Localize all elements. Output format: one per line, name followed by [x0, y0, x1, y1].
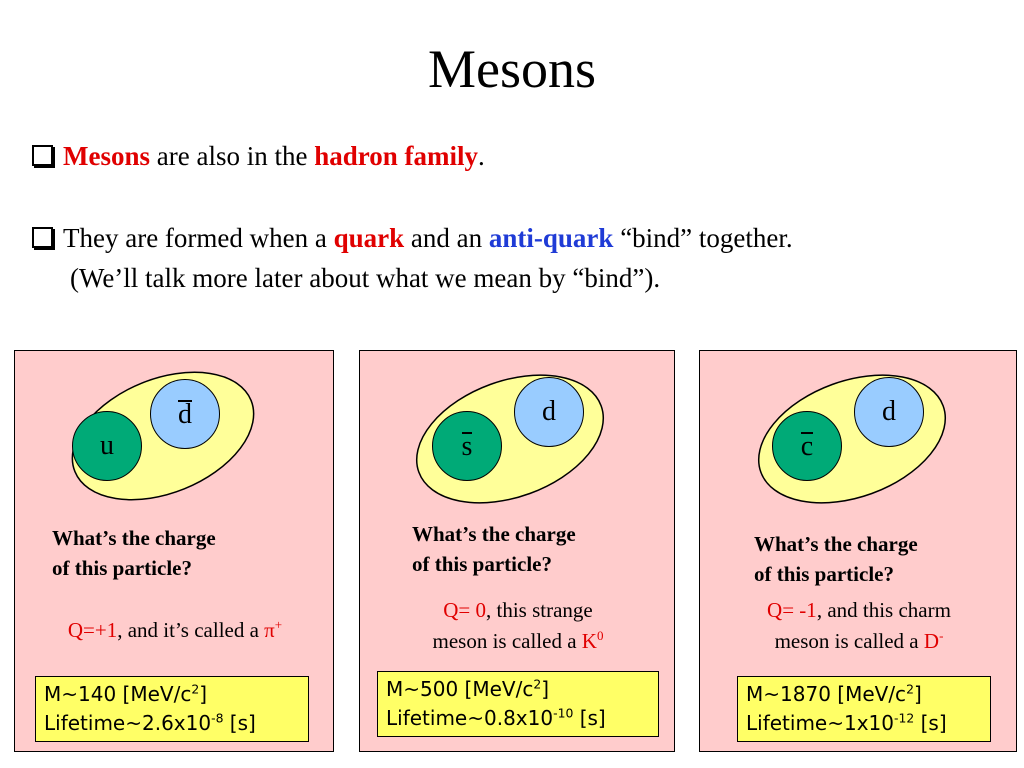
- charge-question: [754, 529, 918, 589]
- lifetime-sup: -12: [894, 710, 915, 726]
- particle-letter: K: [581, 629, 597, 653]
- question-line: of this particle?: [754, 562, 894, 586]
- charge-value: Q=+1: [67, 618, 118, 642]
- answer-text: , and this charm: [816, 598, 951, 622]
- charge-question: [52, 523, 216, 583]
- lifetime-line: [746, 709, 982, 738]
- bullet-hadron-family: [32, 137, 485, 175]
- bullet1-end: .: [477, 141, 485, 171]
- question-line: What’s the charge: [412, 522, 576, 546]
- particle-charge: -: [939, 628, 944, 643]
- bullet2-mid: and an: [404, 223, 489, 253]
- bullet2-pre: They are formed when a: [63, 223, 334, 253]
- anti-down-quark: [150, 379, 220, 449]
- mass-line: [746, 680, 982, 709]
- particle-charge: 0: [596, 628, 604, 643]
- antiquark-term: anti-quark: [488, 223, 614, 253]
- down-quark: [514, 377, 584, 447]
- meson-panel-d-meson: [699, 350, 1017, 752]
- answer-text: , and it’s called a: [117, 618, 265, 642]
- mass-lifetime-box: [737, 676, 991, 742]
- lifetime-line: [386, 704, 650, 733]
- mass-text: M~1870 [MeV/c: [746, 682, 907, 706]
- quark-label: u: [100, 430, 114, 461]
- lifetime-line: [44, 709, 300, 738]
- mass-text: M~140 [MeV/c: [44, 682, 192, 706]
- lifetime-sup: -8: [211, 710, 224, 726]
- meson-panel-pion: [14, 350, 334, 752]
- mass-line: [386, 675, 650, 704]
- answer-text: , this strange: [486, 598, 593, 622]
- quark-label: d: [542, 396, 556, 427]
- mass-line: [44, 680, 300, 709]
- question-line: What’s the charge: [52, 526, 216, 550]
- up-quark: [72, 411, 142, 481]
- charge-value: Q= 0: [443, 598, 487, 622]
- question-line: of this particle?: [412, 552, 552, 576]
- quark-label: s: [461, 431, 473, 462]
- lifetime-end: [s]: [914, 711, 947, 735]
- charge-question: [412, 519, 576, 579]
- slide-title: Mesons: [427, 39, 596, 99]
- checkbox-bullet-icon: [32, 227, 53, 248]
- meson-ellipse: [700, 351, 1018, 551]
- particle-charge: +: [274, 617, 283, 632]
- anti-strange-quark: [432, 411, 502, 481]
- lifetime-text: Lifetime~1x10: [746, 711, 894, 735]
- lifetime-end: [s]: [223, 711, 256, 735]
- meson-panel-kaon: [359, 350, 675, 752]
- charge-answer: [15, 615, 335, 646]
- mass-end: ]: [199, 682, 208, 706]
- lifetime-sup: -10: [553, 705, 574, 721]
- question-line: of this particle?: [52, 556, 192, 580]
- mass-lifetime-box: [35, 676, 309, 742]
- quark-term: quark: [333, 223, 405, 253]
- mass-sup: 2: [533, 676, 542, 692]
- bullet2-post: “bind” together.: [613, 223, 793, 253]
- bullet1-mid: are also in the: [150, 141, 315, 171]
- quark-label: d: [882, 396, 896, 427]
- answer-text: meson is called a: [774, 629, 924, 653]
- bullet2-line2: (We’ll talk more later about what we mean by “bind”).: [70, 263, 661, 293]
- mass-end: ]: [913, 682, 922, 706]
- down-quark: [854, 377, 924, 447]
- particle-symbol: [264, 618, 282, 642]
- quark-label: d: [178, 399, 192, 430]
- mass-lifetime-box: [377, 671, 659, 737]
- charge-answer: [700, 595, 1018, 657]
- mass-text: M~500 [MeV/c: [386, 677, 534, 701]
- charge-value: Q= -1: [767, 598, 817, 622]
- particle-letter: π: [264, 618, 275, 642]
- particle-letter: D: [923, 629, 940, 653]
- lifetime-text: Lifetime~0.8x10: [386, 706, 554, 730]
- charge-answer: [360, 595, 676, 657]
- mass-sup: 2: [906, 681, 914, 697]
- bullet-quark-antiquark: [32, 219, 793, 257]
- lifetime-text: Lifetime~2.6x10: [44, 711, 212, 735]
- answer-text: meson is called a: [432, 629, 582, 653]
- particle-symbol: [924, 629, 944, 653]
- checkbox-bullet-icon: [32, 145, 53, 166]
- mesons-term: Mesons: [63, 141, 150, 171]
- particle-symbol: [582, 629, 604, 653]
- question-line: What’s the charge: [754, 532, 918, 556]
- lifetime-end: [s]: [573, 706, 606, 730]
- hadron-family-term: hadron family: [314, 141, 478, 171]
- mass-end: ]: [541, 677, 550, 701]
- quark-label: c: [800, 431, 814, 462]
- mass-sup: 2: [191, 681, 200, 697]
- anti-charm-quark: [772, 411, 842, 481]
